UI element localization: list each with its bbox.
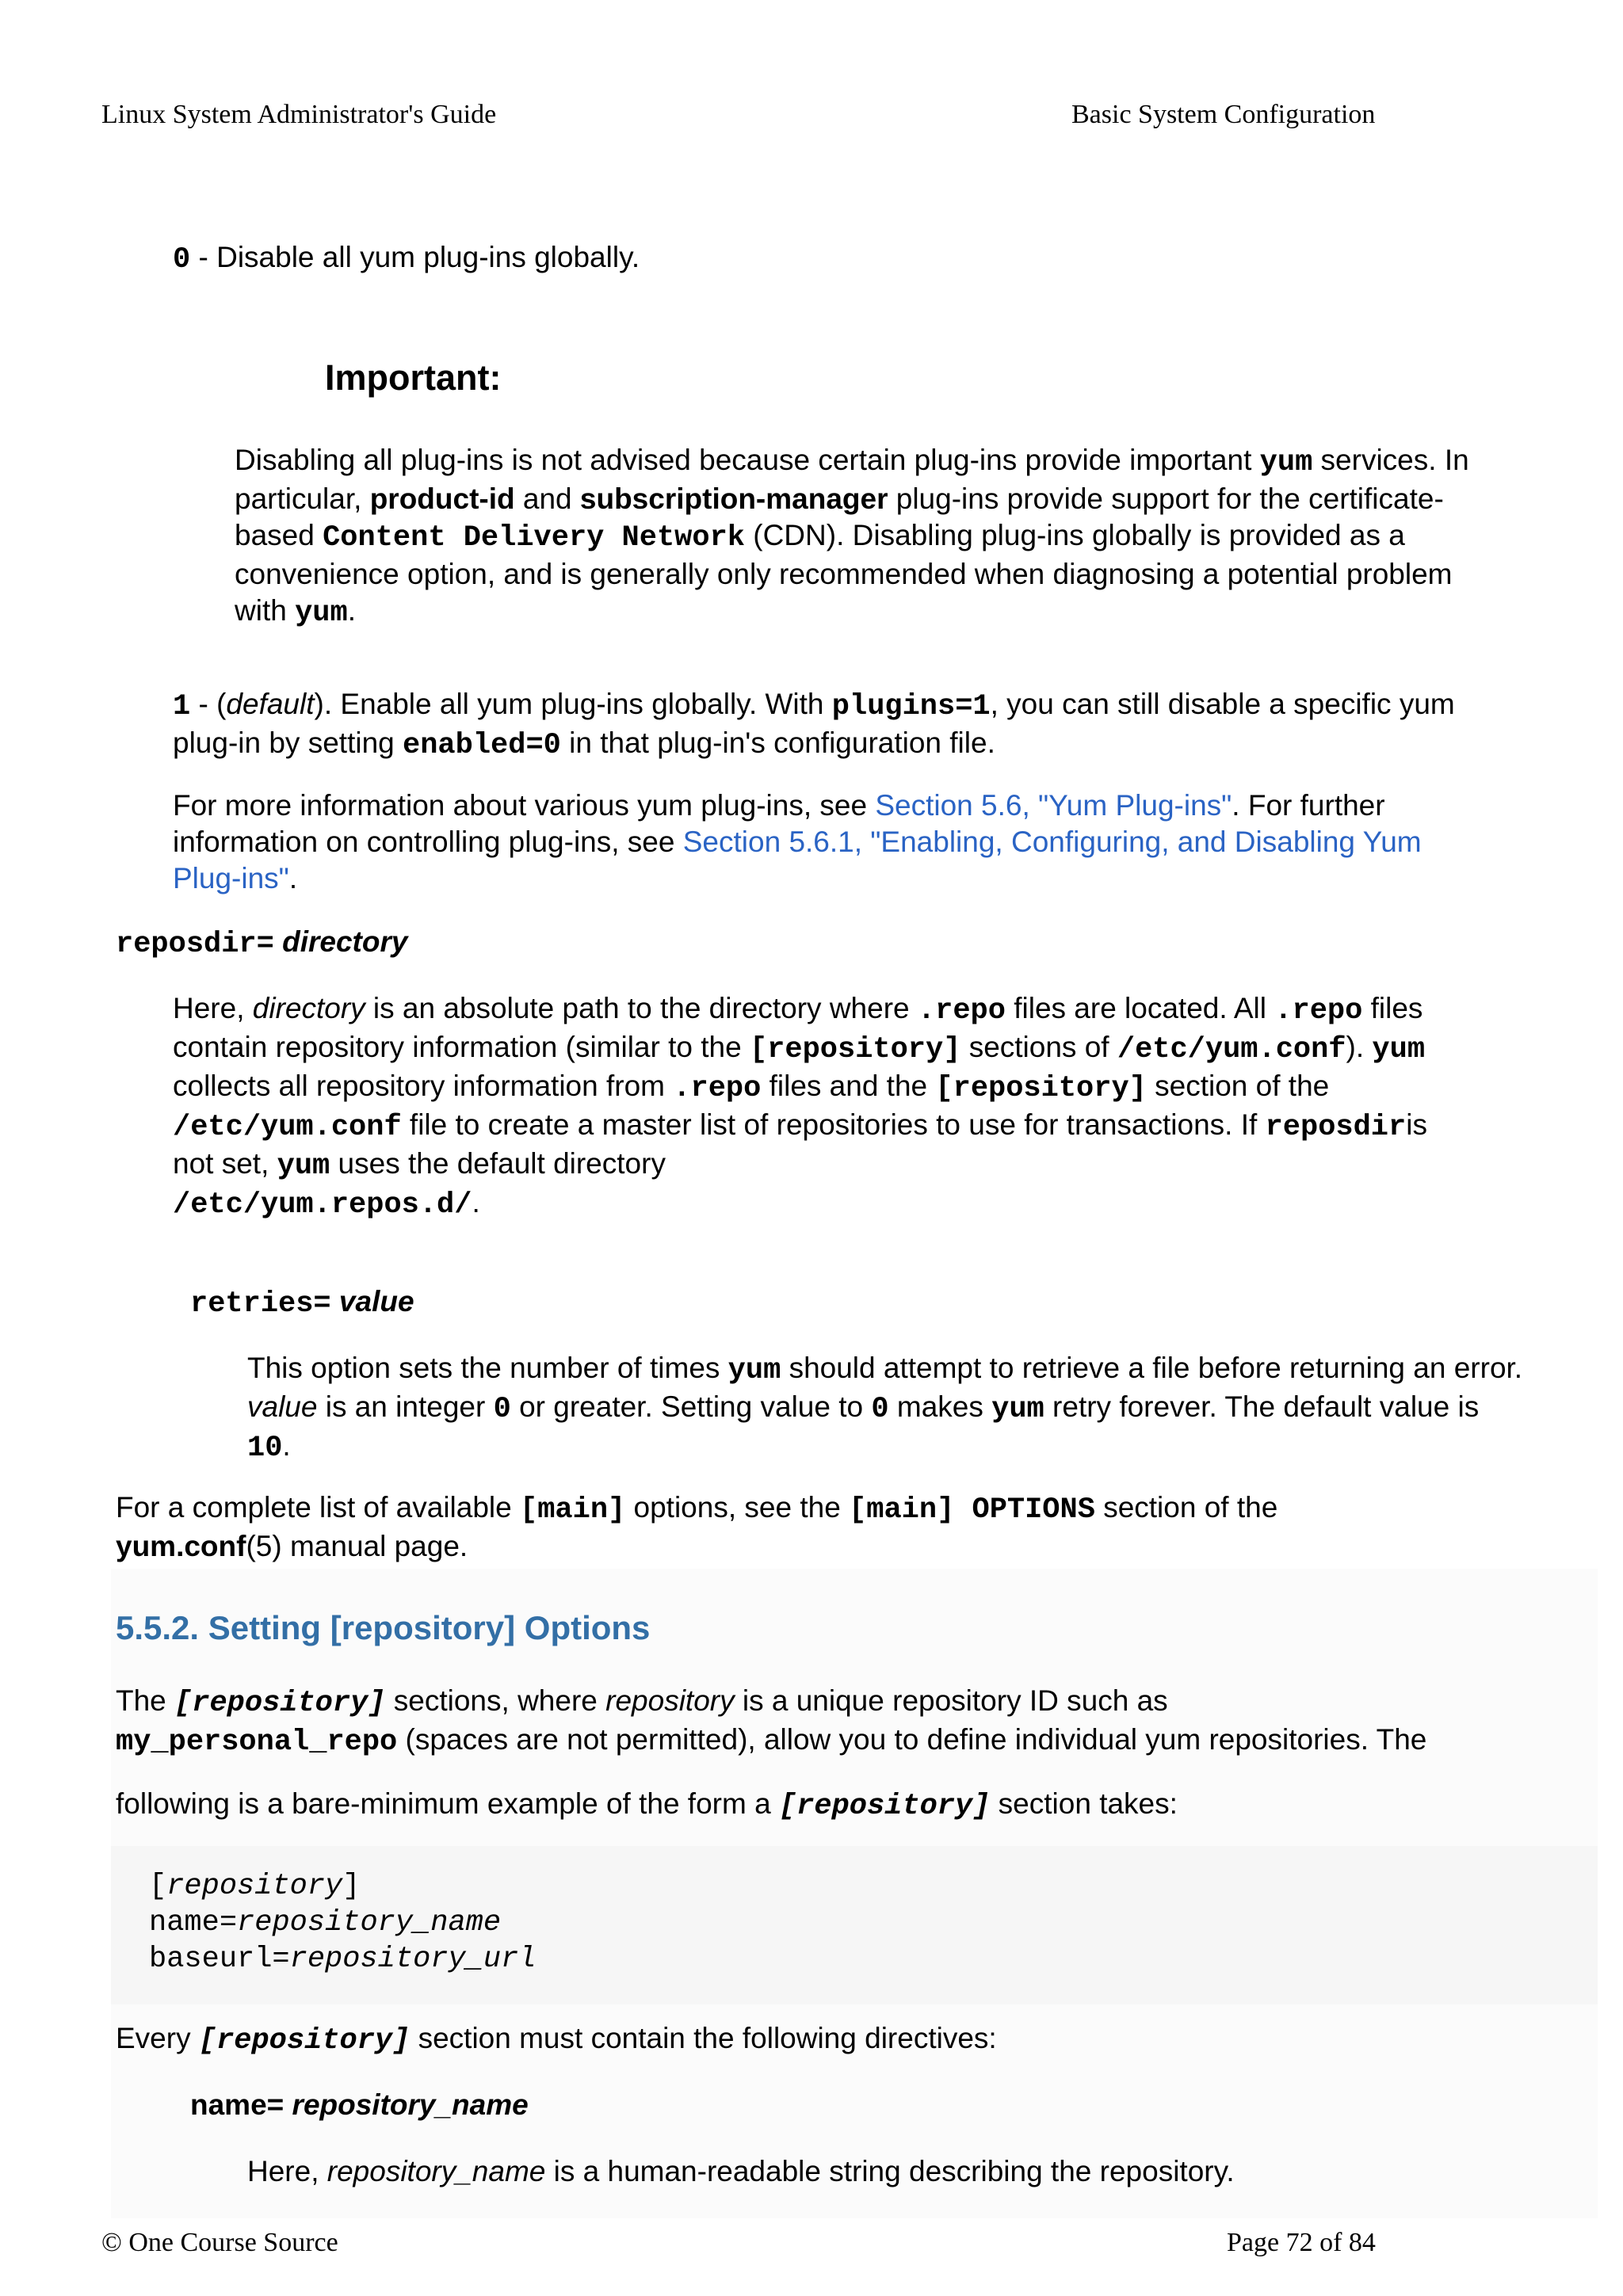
more-info-text: For more information about various yum plug-ins, see	[173, 789, 876, 822]
retries-var: value	[330, 1285, 414, 1318]
important-text: .	[347, 594, 356, 627]
retries-description	[247, 1350, 1523, 1466]
reposdir-text: collects all repository information from	[173, 1070, 674, 1102]
more-info-paragraph	[173, 788, 1472, 897]
reposdir-text: is not set,	[173, 1108, 1427, 1180]
enabled-code: enabled=0	[403, 729, 561, 762]
repository-section-code: [repository]	[198, 2024, 411, 2058]
important-text: services. In particular,	[235, 444, 1469, 515]
directory-var: directory	[252, 992, 365, 1024]
retries-text: is an integer	[317, 1390, 494, 1423]
section-text: (spaces are not permitted), allow you to define individual yum repositories. The	[397, 1723, 1427, 1756]
code-token: ]	[342, 1870, 361, 1903]
section-text: section must contain the following directives:	[410, 2022, 997, 2054]
yum-conf-path: /etc/yum.conf	[1117, 1033, 1346, 1066]
product-id-term: product-id	[369, 482, 515, 515]
code-token: baseurl=	[149, 1943, 290, 1976]
link-enabling-plugins[interactable]: Section 5.6.1, "Enabling, Configuring, and Disabling Yum Plug-ins"	[173, 826, 1422, 894]
retries-text: .	[282, 1429, 291, 1462]
running-header-right: Basic System Configuration	[1071, 100, 1376, 129]
repository-section-code: [repository]	[749, 1033, 961, 1066]
retries-term	[190, 1283, 414, 1322]
code-token: repository_url	[289, 1943, 537, 1976]
main-code: [main]	[520, 1493, 626, 1527]
plugins-option-0	[173, 239, 640, 278]
code-block	[149, 1868, 537, 1978]
reposdir-code: reposdir=	[116, 928, 274, 961]
reposdir-text: files and the	[761, 1070, 936, 1102]
retries-code: retries=	[190, 1287, 331, 1321]
section-text: section takes:	[990, 1787, 1178, 1820]
default-label: default	[226, 688, 315, 720]
repository-section-code: [repository]	[778, 1790, 991, 1823]
value-var: value	[247, 1390, 318, 1423]
repository-section-code: [repository]	[174, 1687, 386, 1720]
name-term	[190, 2087, 529, 2123]
yum-code: yum	[991, 1393, 1044, 1426]
repository-name-var: repository_name	[327, 2155, 546, 2187]
retries-text: makes	[888, 1390, 992, 1423]
section-example-intro	[116, 1786, 1178, 1825]
link-yum-plugins[interactable]: Section 5.6, "Yum Plug-ins"	[875, 789, 1232, 822]
repos-d-path: /etc/yum.repos.d/	[173, 1188, 472, 1222]
important-text: plug-ins provide support for the certificate-based	[235, 482, 1444, 551]
repository-var: repository	[605, 1684, 735, 1717]
name-description	[247, 2153, 1235, 2190]
my-personal-repo-code: my_personal_repo	[116, 1726, 398, 1759]
plugins-option-1	[173, 686, 1480, 764]
section-text: The	[116, 1684, 175, 1717]
important-heading: Important:	[325, 357, 502, 398]
section-heading: 5.5.2. Setting [repository] Options	[116, 1609, 651, 1646]
complete-text: section of the	[1094, 1491, 1278, 1524]
reposdir-var: directory	[273, 925, 408, 958]
reposdir-text: is an absolute path to the directory where	[365, 992, 918, 1024]
option-0-text: - Disable all yum plug-ins globally.	[190, 241, 640, 273]
every-repository-paragraph	[116, 2020, 997, 2059]
cdn-code: Content Delivery Network	[323, 521, 745, 555]
repo-ext-code: .repo	[673, 1072, 762, 1105]
yum-code: yum	[295, 597, 348, 630]
zero-code: 0	[871, 1393, 889, 1426]
section-text: sections, where	[385, 1684, 606, 1717]
reposdir-text: uses the default directory	[330, 1147, 666, 1180]
running-header-left: Linux System Administrator's Guide	[101, 100, 497, 129]
reposdir-text: Here,	[173, 992, 253, 1024]
section-text: Here,	[247, 2155, 327, 2187]
page-number: Page 72 of 84	[1227, 2228, 1376, 2257]
section-text: is a unique repository ID such as	[734, 1684, 1168, 1717]
yum-code: yum	[727, 1354, 781, 1387]
yum-conf-manpage: yum.conf	[116, 1530, 246, 1562]
code-token: name=	[149, 1906, 238, 1939]
main-options-code: [main] OPTIONS	[849, 1493, 1095, 1527]
zero-code: 0	[493, 1393, 511, 1426]
section-text: following is a bare-minimum example of the form a	[116, 1787, 779, 1820]
default-ten-code: 10	[247, 1432, 283, 1465]
section-intro	[116, 1683, 1479, 1760]
option-1-text: in that plug-in's configuration file.	[560, 727, 995, 759]
retries-text: This option sets the number of times	[247, 1352, 728, 1384]
yum-code: yum	[1372, 1033, 1426, 1066]
option-1-text: ). Enable all yum plug-ins globally. With	[314, 688, 832, 720]
repo-ext-code: .repo	[1274, 994, 1363, 1028]
yum-conf-path: /etc/yum.conf	[173, 1111, 402, 1144]
retries-text: should attempt to retrieve a file before returning an error.	[781, 1352, 1523, 1384]
code-example	[111, 1846, 1598, 2004]
complete-text: (5) manual page.	[246, 1530, 468, 1562]
reposdir-text: section of the	[1146, 1070, 1330, 1102]
complete-list-paragraph	[116, 1489, 1352, 1565]
important-text: and	[514, 482, 580, 515]
important-note	[235, 442, 1471, 631]
retries-text: or greater. Setting value to	[510, 1390, 872, 1423]
reposdir-text: sections of	[960, 1031, 1117, 1063]
reposdir-code: reposdir	[1265, 1111, 1407, 1144]
yum-code: yum	[1259, 446, 1313, 479]
subscription-manager-term: subscription-manager	[579, 482, 888, 515]
repo-ext-code: .repo	[917, 994, 1006, 1028]
more-info-text: . For further information on controlling plug-ins, see	[173, 789, 1385, 858]
reposdir-text: .	[472, 1186, 480, 1219]
important-text: Disabling all plug-ins is not advised because certain plug-ins provide important	[235, 444, 1260, 476]
reposdir-description	[173, 990, 1472, 1223]
option-0-code: 0	[173, 243, 191, 277]
reposdir-text: file to create a master list of repositories to use for transactions. If	[401, 1108, 1266, 1141]
complete-text: options, see the	[625, 1491, 850, 1524]
running-footer-left: © One Course Source	[101, 2228, 338, 2257]
retries-text: retry forever. The default value is	[1044, 1390, 1480, 1423]
name-term-var: repository_name	[284, 2088, 529, 2121]
reposdir-term	[116, 924, 407, 963]
option-1-text: - (	[190, 688, 227, 720]
code-token: [	[149, 1870, 167, 1903]
option-1-text: , you can still disable a specific yum plug-in by setting	[173, 688, 1455, 759]
code-token: repository_name	[237, 1906, 502, 1939]
section-text: Every	[116, 2022, 199, 2054]
complete-text: For a complete list of available	[116, 1491, 521, 1524]
repository-section-code: [repository]	[935, 1072, 1147, 1105]
more-info-text: .	[288, 862, 298, 894]
option-1-code: 1	[173, 690, 191, 723]
yum-code: yum	[277, 1150, 330, 1183]
reposdir-text: files contain repository information (similar to the	[173, 992, 1423, 1063]
code-token: repository	[166, 1870, 343, 1903]
important-text: (CDN). Disabling plug-ins globally is provided as a convenience option, and is generally only recommended when diagnosing a potential problem with	[235, 519, 1453, 627]
plugins-code: plugins=1	[831, 690, 991, 723]
section-text: is a human-readable string describing the repository.	[545, 2155, 1235, 2187]
reposdir-text: files are located. All	[1005, 992, 1275, 1024]
name-term-label: name=	[190, 2088, 285, 2121]
reposdir-text: ).	[1346, 1031, 1373, 1063]
